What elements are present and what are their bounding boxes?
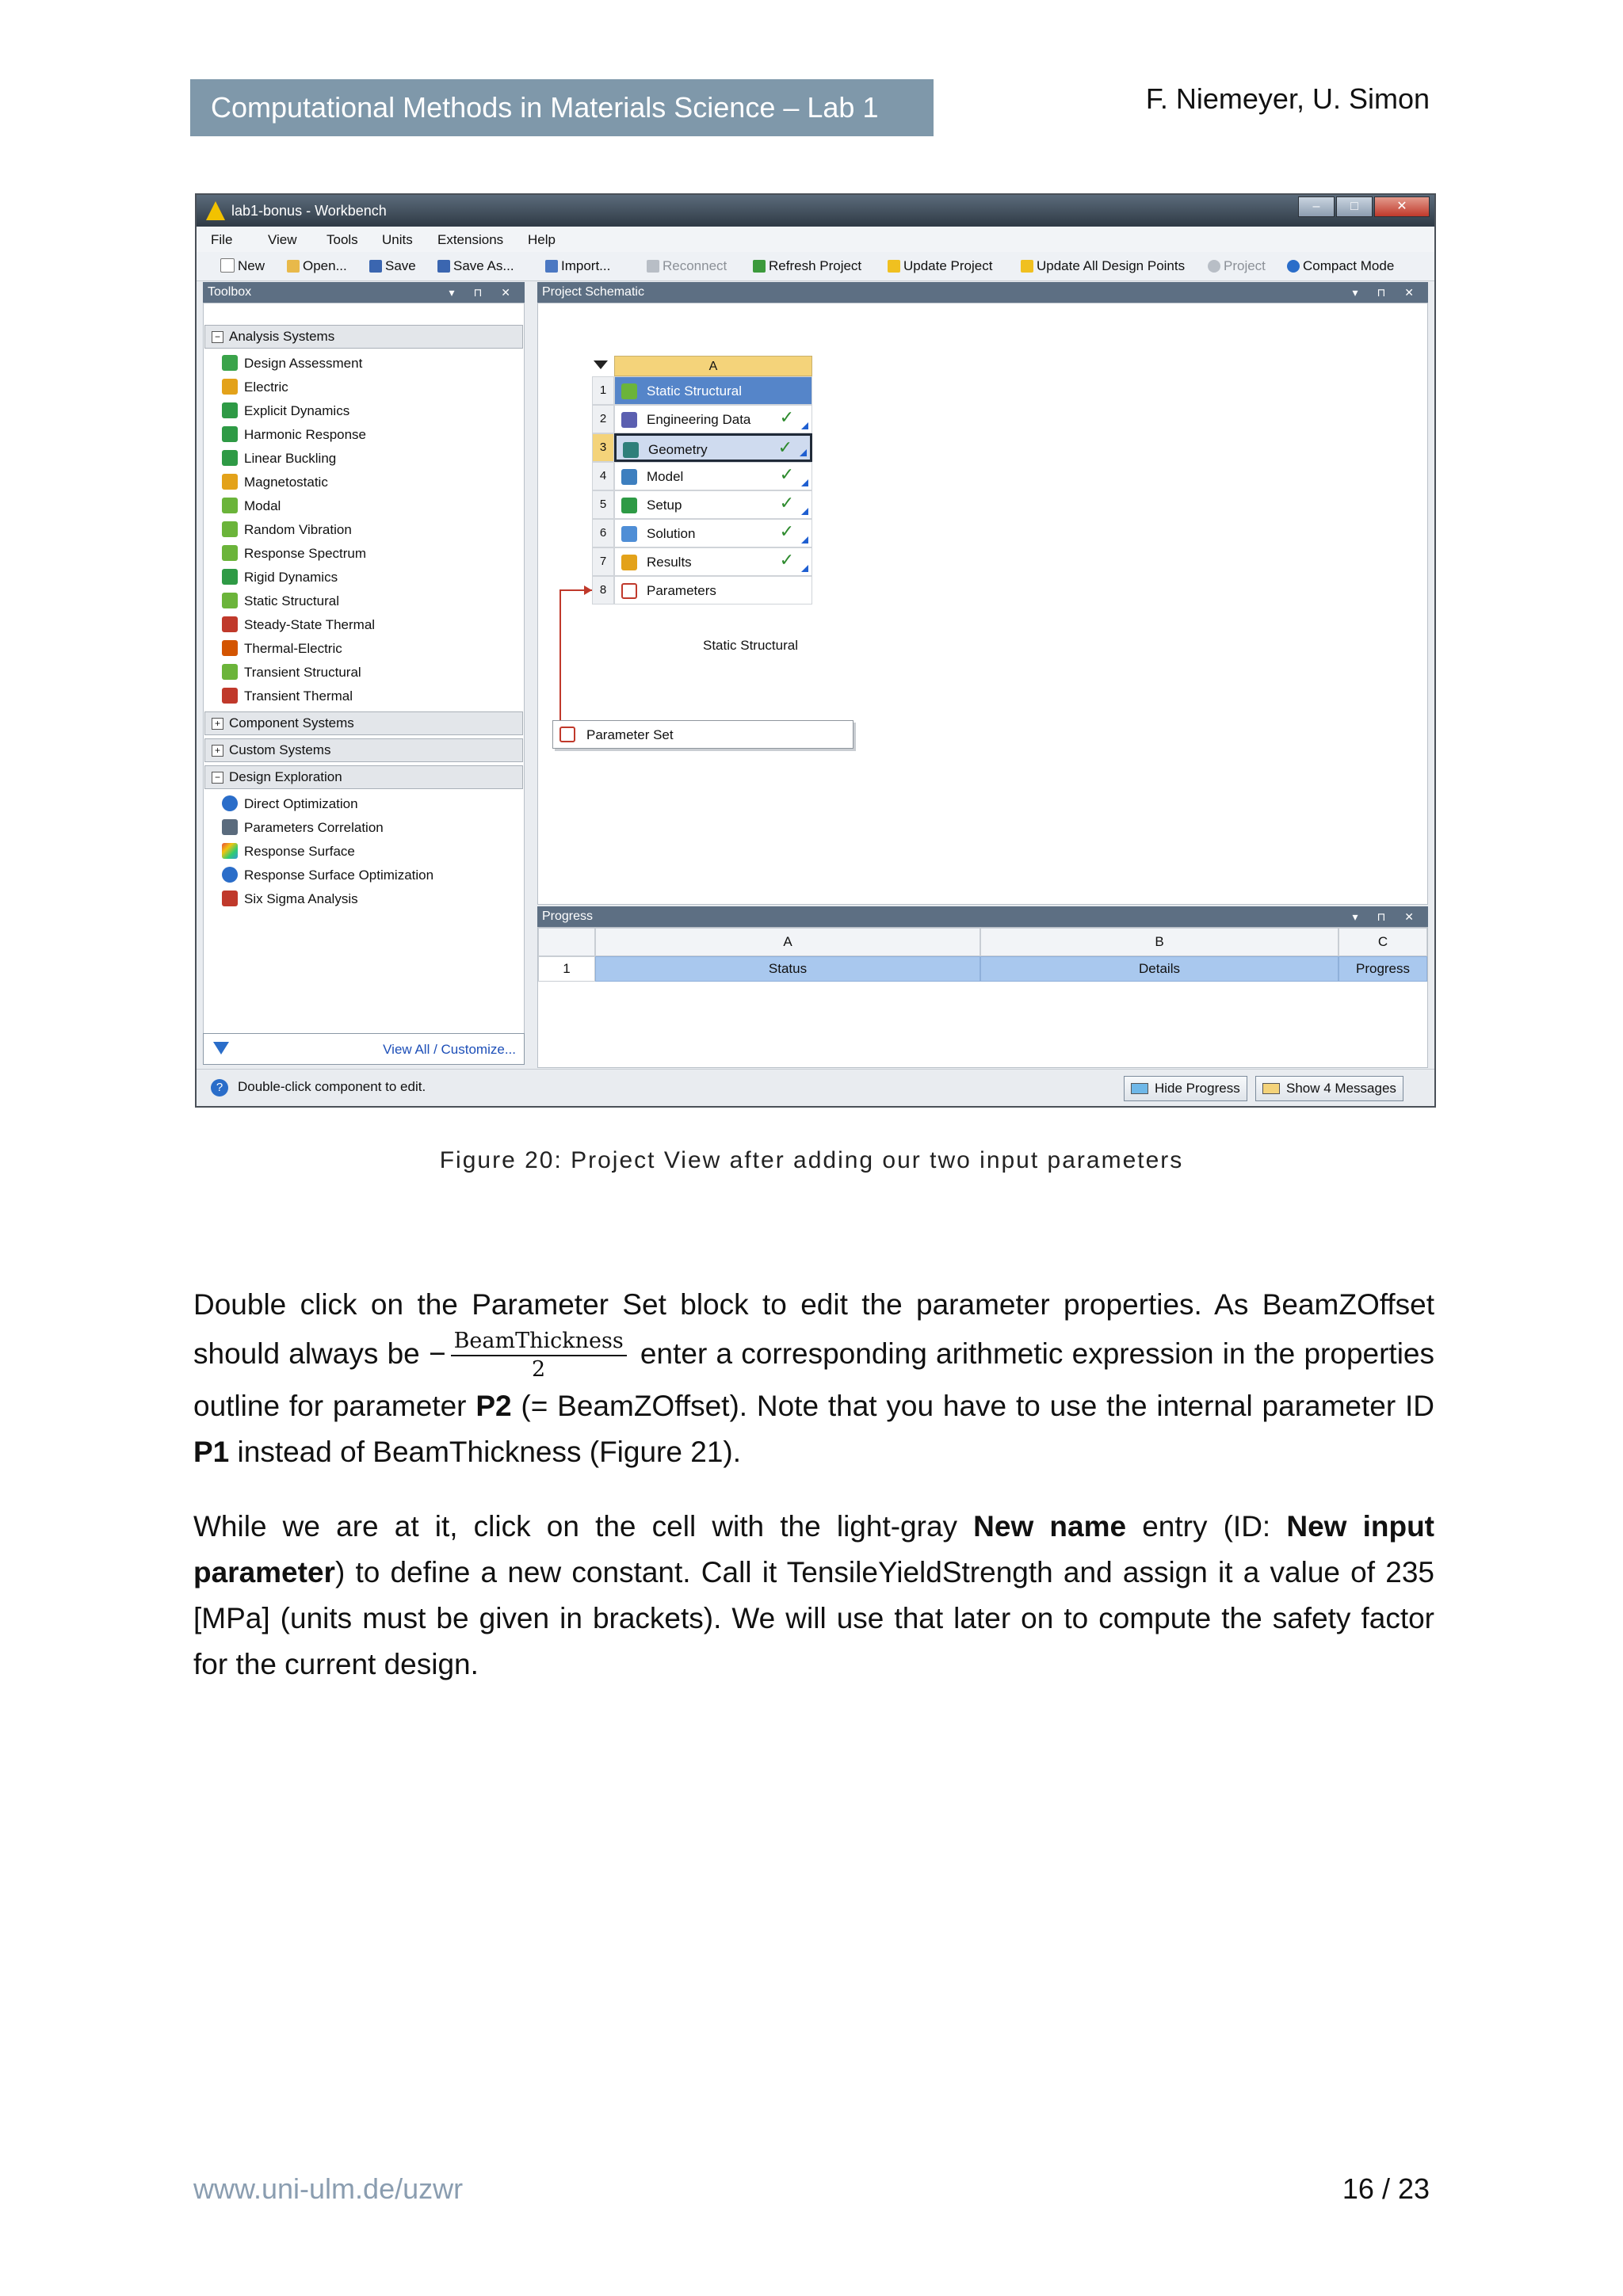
status-message: Double-click component to edit. bbox=[238, 1079, 426, 1094]
progress-col-a: A bbox=[595, 928, 980, 956]
help-icon: ? bbox=[211, 1079, 228, 1097]
paragraph-parameter-set: Double click on the Parameter Set block to edit the parameter properties. As BeamZOffset should always be − $\frac{\text{BeamThickness}}{2}$ enter a corresponding arithmetic expression in the properties outline for parameter P2 (= BeamZOffset). Note that you have to use the internal parameter ID P1 instead of BeamThickness (Figure 21). bbox=[193, 1288, 1434, 1468]
progress-details-cell: Details bbox=[980, 956, 1338, 982]
schematic-header bbox=[537, 282, 1428, 303]
tool-steady-state-thermal[interactable]: Steady-State Thermal bbox=[222, 616, 375, 633]
system-row-parameters[interactable]: 8 Parameters bbox=[592, 576, 812, 605]
maximize-button[interactable]: □ bbox=[1336, 196, 1373, 217]
progress-pane-controls[interactable]: ▾ ⊓ ✕ bbox=[1352, 910, 1422, 923]
folder-icon bbox=[287, 260, 300, 273]
workbench-screenshot bbox=[195, 193, 1436, 1108]
filter-icon[interactable] bbox=[213, 1042, 229, 1055]
project-button[interactable]: Project bbox=[1208, 258, 1266, 274]
tool-design-assessment[interactable]: Design Assessment bbox=[222, 355, 362, 372]
message-icon bbox=[1262, 1083, 1280, 1094]
progress-title: Progress bbox=[542, 910, 594, 923]
hide-progress-button[interactable]: Hide Progress bbox=[1124, 1076, 1247, 1101]
progress-progress-cell: Progress bbox=[1338, 956, 1427, 982]
progress-row-number: 1 bbox=[538, 956, 595, 982]
footer-url[interactable]: www.uni-ulm.de/uzwr bbox=[193, 2172, 464, 2205]
system-row-solution[interactable]: 6 Solution ✓ bbox=[592, 519, 812, 547]
update-all-design-points-button[interactable]: Update All Design Points bbox=[1021, 258, 1185, 274]
progress-corner-cell bbox=[538, 928, 595, 956]
tool-static-structural[interactable]: Static Structural bbox=[222, 593, 339, 609]
progress-status-cell: Status bbox=[595, 956, 980, 982]
progress-table bbox=[537, 927, 1428, 1068]
schematic-title: Project Schematic bbox=[542, 285, 644, 299]
rigid-dynamics-icon bbox=[222, 569, 238, 585]
new-file-icon bbox=[220, 258, 235, 273]
electric-icon bbox=[222, 379, 238, 395]
progress-col-b: B bbox=[980, 928, 1338, 956]
ansys-logo-icon bbox=[206, 201, 225, 220]
beam-thickness-fraction: $\frac{\text{BeamThickness}}{2}$ bbox=[451, 1328, 627, 1383]
tool-random-vibration[interactable]: Random Vibration bbox=[222, 521, 352, 538]
tool-response-spectrum[interactable]: Response Spectrum bbox=[222, 545, 366, 562]
progress-col-c: C bbox=[1338, 928, 1427, 956]
double-lightning-icon bbox=[1021, 260, 1033, 273]
tool-direct-optimization[interactable]: Direct Optimization bbox=[222, 795, 358, 812]
tool-thermal-electric[interactable]: Thermal-Electric bbox=[222, 640, 342, 657]
reconnect-icon bbox=[647, 260, 659, 273]
progress-header bbox=[537, 906, 1428, 927]
tool-harmonic-response[interactable]: Harmonic Response bbox=[222, 426, 366, 443]
save-button[interactable]: Save bbox=[369, 258, 416, 274]
static-structural-icon bbox=[222, 593, 238, 608]
checkmark-icon: ✓ bbox=[779, 550, 794, 570]
toolbox-pane-controls[interactable]: ▾ ⊓ ✕ bbox=[449, 286, 518, 299]
menu-bar bbox=[197, 227, 1434, 252]
system-row-setup[interactable]: 5 Setup ✓ bbox=[592, 490, 812, 519]
tool-response-surface-optimization[interactable]: Response Surface Optimization bbox=[222, 867, 433, 883]
view-all-bar bbox=[203, 1033, 525, 1065]
menu-file[interactable]: File bbox=[211, 232, 233, 247]
checkmark-icon: ✓ bbox=[777, 437, 792, 457]
design-assessment-icon bbox=[222, 355, 238, 371]
response-spectrum-icon bbox=[222, 545, 238, 561]
show-messages-button[interactable]: Show 4 Messages bbox=[1255, 1076, 1403, 1101]
response-surface-optimization-icon bbox=[222, 867, 238, 883]
compact-arrow-icon bbox=[1287, 260, 1300, 273]
compact-mode-button[interactable]: Compact Mode bbox=[1287, 258, 1394, 274]
authors: F. Niemeyer, U. Simon bbox=[1145, 82, 1430, 115]
tool-explicit-dynamics[interactable]: Explicit Dynamics bbox=[222, 402, 349, 419]
menu-tools[interactable]: Tools bbox=[327, 232, 358, 247]
view-all-customize-link[interactable]: View All / Customize... bbox=[383, 1042, 516, 1057]
system-column-header: A bbox=[614, 356, 812, 376]
new-button[interactable]: New bbox=[220, 258, 265, 274]
direct-optimization-icon bbox=[222, 795, 238, 811]
checkmark-icon: ✓ bbox=[779, 521, 794, 541]
tool-six-sigma-analysis[interactable]: Six Sigma Analysis bbox=[222, 891, 358, 907]
tool-response-surface[interactable]: Response Surface bbox=[222, 843, 355, 860]
tool-electric[interactable]: Electric bbox=[222, 379, 288, 395]
import-icon bbox=[545, 260, 558, 273]
modal-icon bbox=[222, 498, 238, 513]
magnetostatic-icon bbox=[222, 474, 238, 490]
save-as-icon bbox=[437, 260, 450, 273]
parameter-set-block[interactable] bbox=[552, 720, 854, 749]
checkmark-icon: ✓ bbox=[779, 407, 794, 427]
parameters-correlation-icon bbox=[222, 819, 238, 835]
project-schematic bbox=[537, 303, 1428, 905]
status-bar bbox=[197, 1069, 1434, 1106]
figure-caption: Figure 20: Project View after adding our two input parameters bbox=[439, 1147, 1184, 1173]
menu-view[interactable]: View bbox=[268, 232, 297, 247]
update-project-button[interactable]: Update Project bbox=[888, 258, 992, 274]
explicit-dynamics-icon bbox=[222, 402, 238, 418]
minimize-button[interactable]: – bbox=[1298, 196, 1335, 217]
harmonic-response-icon bbox=[222, 426, 238, 442]
system-row-results[interactable]: 7 Results ✓ bbox=[592, 547, 812, 576]
menu-extensions[interactable]: Extensions bbox=[437, 232, 504, 247]
schematic-pane-controls[interactable]: ▾ ⊓ ✕ bbox=[1352, 286, 1422, 299]
system-row-model[interactable]: 4 Model ✓ bbox=[592, 462, 812, 490]
linear-buckling-icon bbox=[222, 450, 238, 466]
window-title: lab1-bonus - Workbench bbox=[231, 203, 387, 219]
menu-units[interactable]: Units bbox=[382, 232, 413, 247]
course-title-banner bbox=[190, 79, 934, 136]
tool-transient-thermal[interactable]: Transient Thermal bbox=[222, 688, 353, 704]
thermal-electric-icon bbox=[222, 640, 238, 656]
save-icon bbox=[369, 260, 382, 273]
parameter-set-label: Parameter Set bbox=[586, 727, 674, 742]
lightning-icon bbox=[888, 260, 900, 273]
checkmark-icon: ✓ bbox=[779, 493, 794, 513]
transient-structural-icon bbox=[222, 664, 238, 680]
back-arrow-icon bbox=[1208, 260, 1220, 273]
tool-rigid-dynamics[interactable]: Rigid Dynamics bbox=[222, 569, 338, 585]
group-analysis-systems[interactable]: − Analysis Systems bbox=[204, 325, 523, 349]
progress-bar-icon bbox=[1131, 1083, 1148, 1094]
steady-state-thermal-icon bbox=[222, 616, 238, 632]
toolbox-title: Toolbox bbox=[208, 285, 252, 299]
open-button[interactable]: Open... bbox=[287, 258, 347, 274]
paragraph-new-constant: While we are at it, click on the cell with the light-gray New name entry (ID: New input parameter) to define a new constant. Call it TensileYieldStrength and assign it a value of 235 [MPa] (units must be given in brackets). We will use that later on to compute the safety factor for the current design. bbox=[193, 1510, 1435, 1680]
tool-parameters-correlation[interactable]: Parameters Correlation bbox=[222, 819, 384, 836]
transient-thermal-icon bbox=[222, 688, 238, 704]
response-surface-icon bbox=[222, 843, 238, 859]
checkmark-icon: ✓ bbox=[779, 464, 794, 484]
tool-transient-structural[interactable]: Transient Structural bbox=[222, 664, 361, 681]
course-title: Computational Methods in Materials Science – Lab 1 bbox=[211, 91, 879, 124]
parameter-set-icon bbox=[559, 727, 575, 742]
system-row-geometry[interactable]: 3 Geometry ✓ bbox=[592, 433, 812, 462]
refresh-project-button[interactable]: Refresh Project bbox=[753, 258, 861, 274]
toolbar bbox=[197, 252, 1434, 281]
save-as-button[interactable]: Save As... bbox=[437, 258, 514, 274]
system-row-static-structural[interactable]: 1 Static Structural bbox=[592, 376, 812, 405]
system-caption[interactable]: Static Structural bbox=[703, 638, 798, 653]
toolbox-header bbox=[203, 282, 525, 303]
group-component-systems[interactable]: + Component Systems bbox=[204, 711, 523, 735]
random-vibration-icon bbox=[222, 521, 238, 537]
import-button[interactable]: Import... bbox=[545, 258, 610, 274]
six-sigma-analysis-icon bbox=[222, 891, 238, 906]
parameter-link-connector bbox=[538, 303, 1429, 906]
tool-linear-buckling[interactable]: Linear Buckling bbox=[222, 450, 336, 467]
window-titlebar bbox=[197, 195, 1434, 227]
refresh-icon bbox=[753, 260, 766, 273]
page-number: 16 / 23 bbox=[1342, 2172, 1430, 2205]
tool-magnetostatic[interactable]: Magnetostatic bbox=[222, 474, 328, 490]
group-custom-systems[interactable]: + Custom Systems bbox=[204, 738, 523, 762]
reconnect-button[interactable]: Reconnect bbox=[647, 258, 727, 274]
tool-modal[interactable]: Modal bbox=[222, 498, 281, 514]
group-design-exploration[interactable]: − Design Exploration bbox=[204, 765, 523, 789]
menu-help[interactable]: Help bbox=[528, 232, 556, 247]
close-button[interactable]: ✕ bbox=[1374, 196, 1430, 217]
system-row-engineering-data[interactable]: 2 Engineering Data ✓ bbox=[592, 405, 812, 433]
